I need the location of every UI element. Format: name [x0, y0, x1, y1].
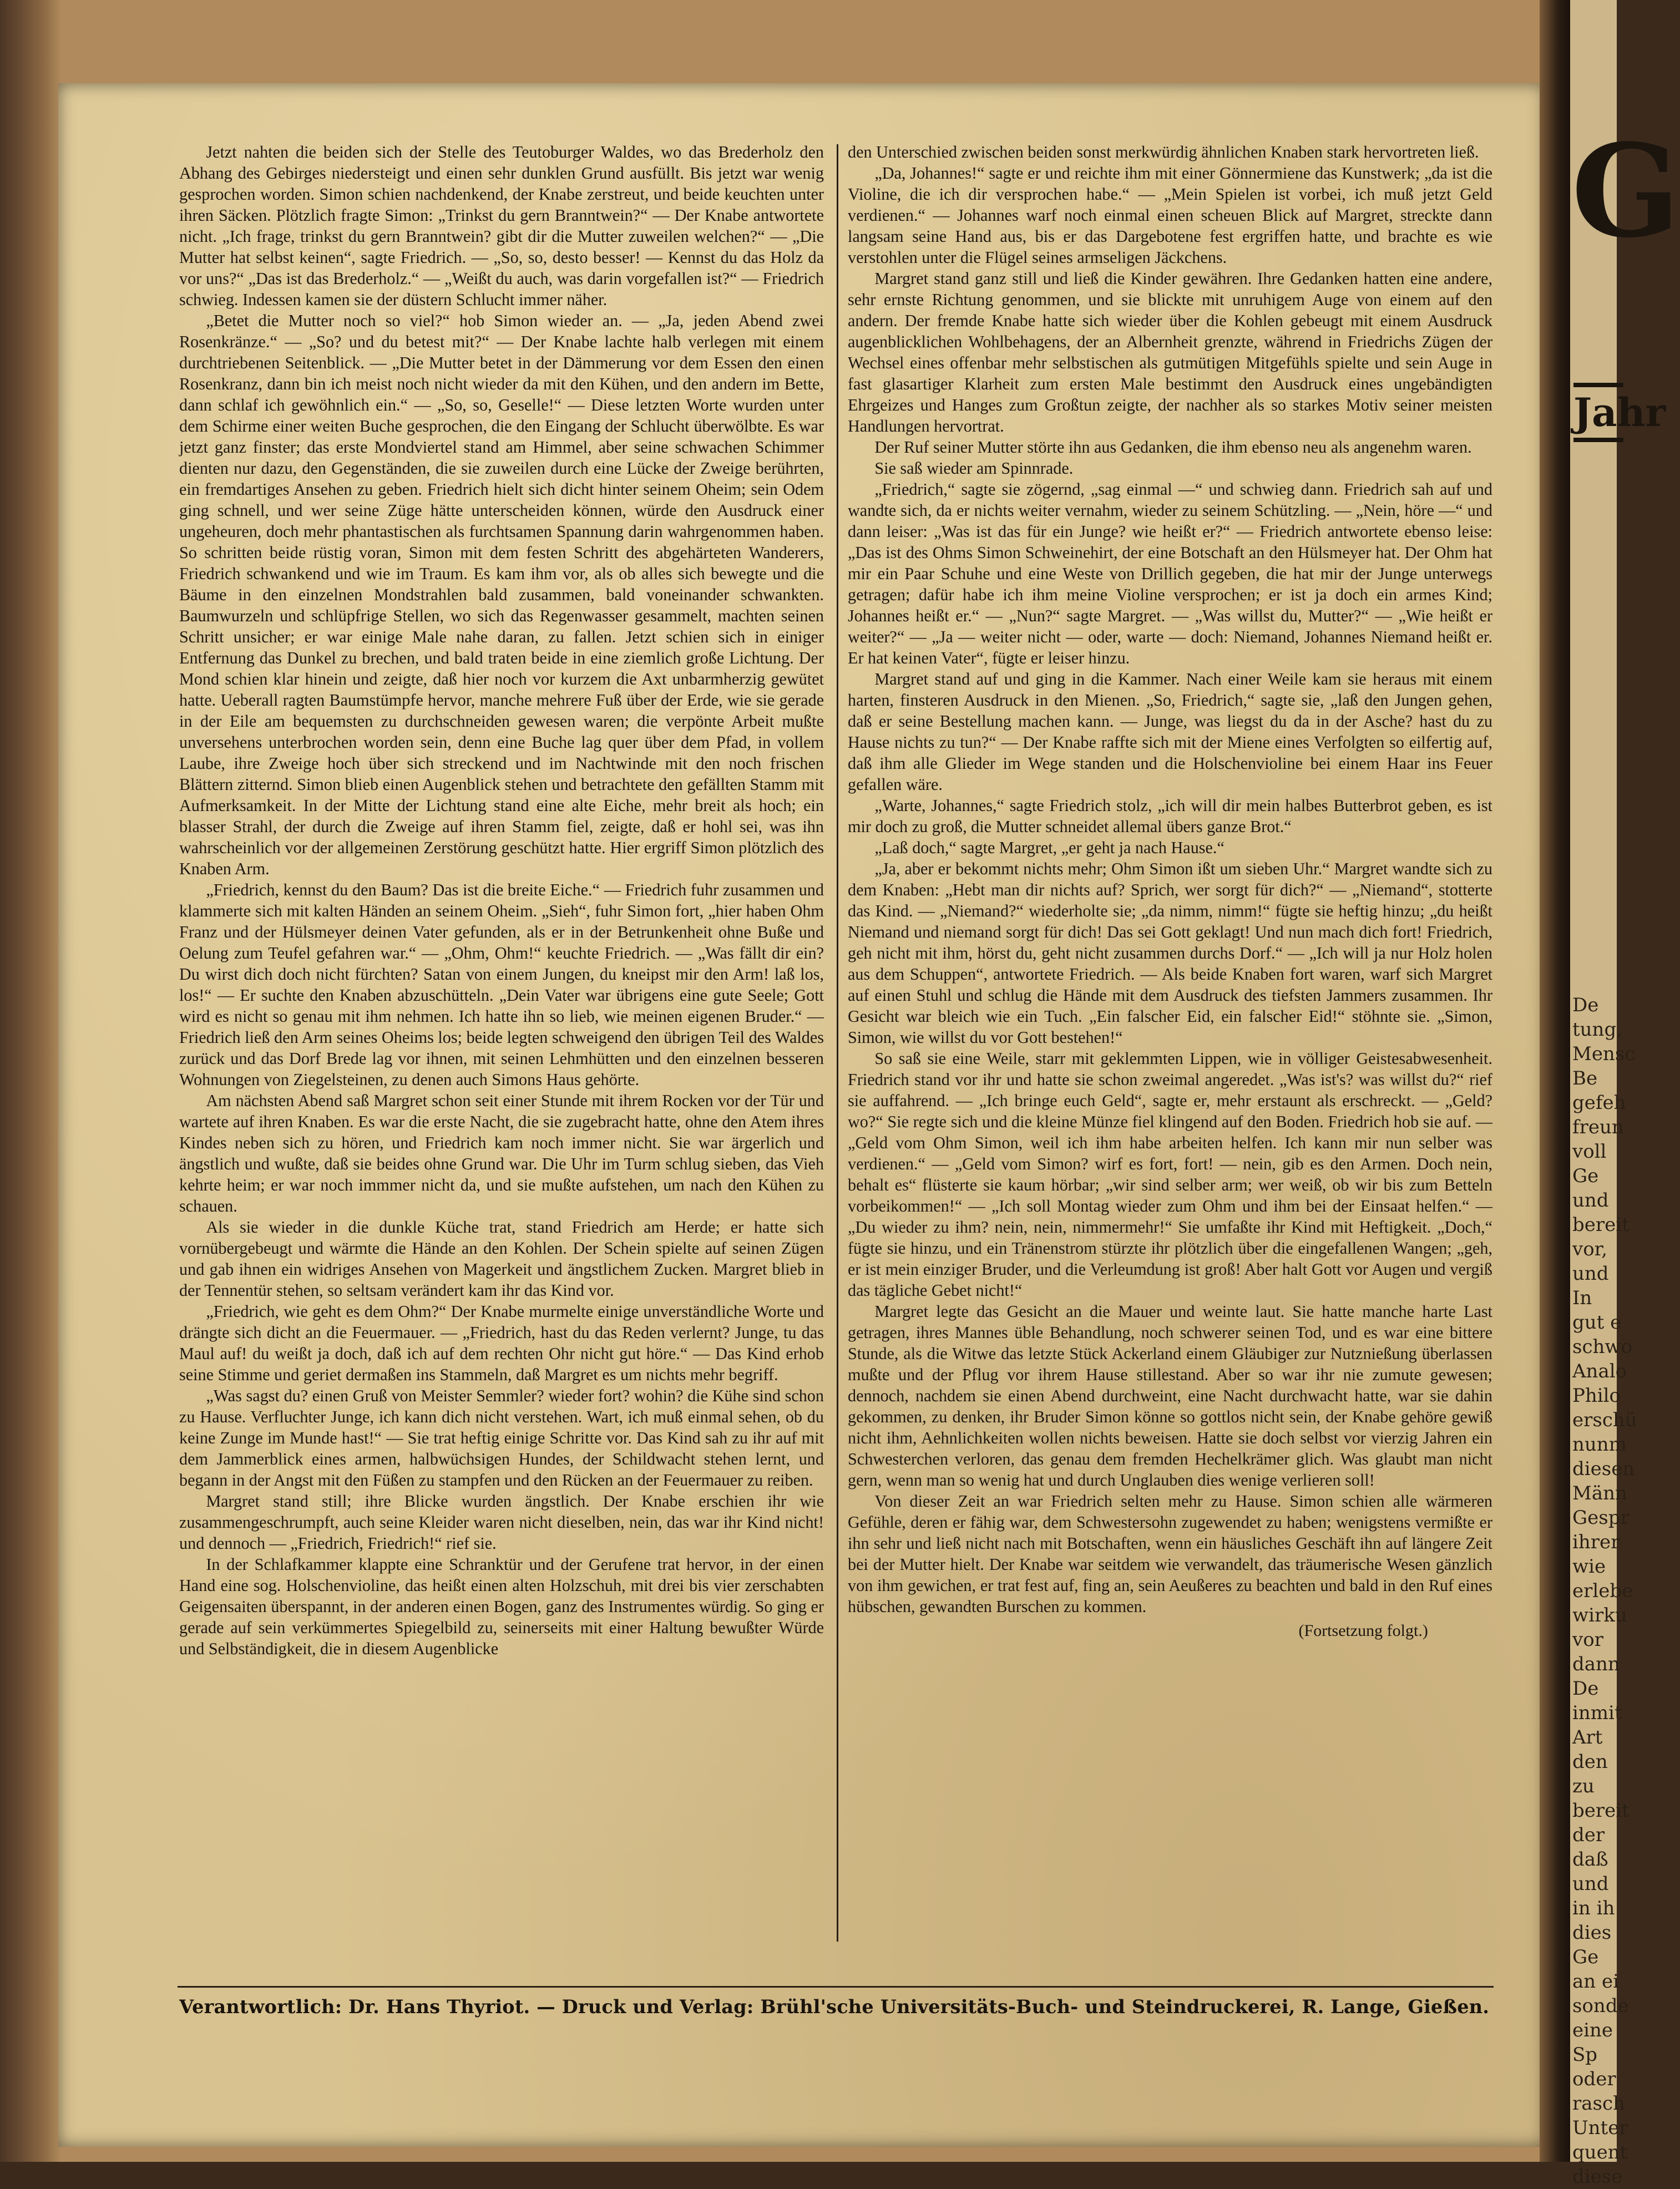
paragraph: Von dieser Zeit an war Friedrich selten mehr zu Hause. Simon schien alle wärmeren Gefühle, deren er fähig war, dem Schwestersohn zugewendet zu haben; wenigstens vermißte er ihn sehr und ließ nicht nach mit Botschaften, wenn ein häusliches Geschäft ihn auf längere Zeit bei der Mutter hielt. Der Knabe war seitdem wie verwandelt, das träumerische Wesen gänzlich von ihm gewichen, er trat fest auf, fing an, sein Aeußeres zu beachten und bald in den Ruf eines hübschen, gewandten Burschen zu kommen.	[848, 1492, 1492, 1616]
text-fragment: Sp	[1572, 2044, 1598, 2066]
text-fragment: inmit	[1572, 1702, 1622, 1724]
paragraph: Der Ruf seiner Mutter störte ihn aus Gedanken, die ihm ebenso neu als angenehm waren.	[874, 438, 1472, 457]
text-fragment: quent	[1572, 2141, 1628, 2163]
text-fragment: der	[1572, 1824, 1605, 1846]
text-fragment: und	[1572, 1873, 1609, 1895]
paragraph: Sie saß wieder am Spinnrade.	[874, 459, 1074, 478]
text-fragment: und	[1572, 1189, 1609, 1212]
article-column-right	[848, 141, 1492, 1641]
paragraph: „Betet die Mutter noch so viel?“ hob Simon wieder an. — „Ja, jeden Abend zwei Rosenkränze.“ — „So? und du betest mit?“ — Der Knabe lachte halb verlegen mit einem durchtriebenen Seitenblick. — „Die Mutter betet in der Dämmerung vor dem Essen den einen Rosenkranz, dann bin ich meist noch nicht wieder da mit den Kühen, und den andern im Bette, dann schlaf ich gewöhnlich ein.“ — „So, so, Geselle!“ — Diese letzten Worte wurden unter dem Schirme einer weiten Buche gesprochen, die den Eingang der Schlucht überwölbte. Es war jetzt ganz finster; das erste Mondviertel stand am Himmel, aber seine schwachen Schimmer dienten nur dazu, den Gegenständen, die sie zuweilen durch eine Lücke der Zweige berührten, ein fremdartiges Ansehen zu geben. Friedrich hielt sich dicht hinter seinem Oheim; sein Odem ging schnell, und wer seine Züge hätte unterscheiden können, würde den Ausdruck einer ungeheuren, doch mehr phantastischen als furchtsamen Spannung darin wahrgenommen haben. So schritten beide rüstig voran, Simon mit dem festen Schritt des abgehärteten Wanderers, Friedrich schwankend und wie im Traum. Es kam ihm vor, als ob alles sich bewegte und die Bäume in den einzelnen Mondstrahlen bald zusammen, bald voneinander schwankten. Baumwurzeln und schlüpfrige Stellen, wo sich das Regenwasser gesammelt, machten seinen Schritt unsicher; er war einige Male nahe daran, zu fallen. Jetzt schien sich in einiger Entfernung das Dunkel zu brechen, und bald traten beide in eine ziemlich große Lichtung. Der Mond schien klar hinein und zeigte, daß hier noch vor kurzem die Axt unbarmherzig gewütet hatte. Ueberall ragten Baumstümpfe hervor, manche mehrere Fuß über der Erde, wie sie gerade in der Eile am bequemsten zu durchschneiden gewesen waren; die verpönte Arbeit mußte unversehens unterbrochen worden sein, denn eine Buche lag quer über dem Pfad, in vollem Laube, ihre Zweige hoch über sich streckend und im Nachtwinde mit den noch frischen Blättern zitternd. Simon blieb einen Augenblick stehen und betrachtete den gefällten Stamm mit Aufmerksamkeit. In der Mitte der Lichtung stand eine alte Eiche, mehr breit als hoch; ein blasser Strahl, der durch die Zweige auf ihren Stamm fiel, zeigte, daß er hohl sei, was ihn wahrscheinlich vor der allgemeinen Zerstörung geschützt hatte. Hier ergriff Simon plötzlich des Knaben Arm.	[179, 311, 824, 878]
paragraph: Margret stand ganz still und ließ die Kinder gewähren. Ihre Gedanken hatten eine andere, sehr ernste Richtung genommen, und sie blickte mit unruhigem Auge von einem auf den andern. Der fremde Knabe hatte sich wieder über die Kohlen gebeugt mit einem Ausdruck augenblicklichen Wohlbehagens, der an Albernheit grenzte, während in Friedrichs Zügen der Wechsel eines offenbar mehr selbstischen als gutmütigen Mitgefühls spielte und sein Auge in fast glasartiger Klarheit zum ersten Male bestimmt den Ausdruck eines ungebändigten Ehrgeizes und Hanges zum Großtun zeigte, der nachher als so starkes Motiv seiner meisten Handlungen hervortrat.	[848, 269, 1492, 435]
text-fragment: Ge	[1572, 1165, 1599, 1187]
text-fragment: In	[1572, 1287, 1592, 1309]
paragraph: Margret legte das Gesicht an die Mauer und weinte laut. Sie hatte manche harte Last getragen, ihres Mannes üble Behandlung, noch schwerer seinen Tod, und es war eine bittere Stunde, als die Witwe das letzte Stück Ackerland einem Gläubiger zur Nutznießung überlassen mußte und der Pflug vor ihrem Hause stillestand. Aber so war ihr nie zumute gewesen; dennoch, nachdem sie einen Abend durchweint, eine Nacht durchwacht hatte, war sie dahin gekommen, zu denken, ihr Bruder Simon könne so gottlos nicht sein, der Knabe gehöre gewiß nicht ihm, Aehnlichkeiten wollen nichts beweisen. Hatte sie doch selbst vor vierzig Jahren ein Schwesterchen verloren, das genau dem fremden Hechelkrämer glich. Was glaubt man nicht gern, wenn man so wenig hat und durch Unglauben dies wenige verlieren soll!	[848, 1302, 1492, 1489]
imprint-footer: Verantwortlich: Dr. Hans Thyriot. — Druck und Verlag: Brühl'sche Universitäts-Buch- und Steindruckerei, R. Lange, Gießen.	[179, 1996, 1490, 2018]
adjacent-text-fragments	[1572, 993, 1637, 2189]
masthead-fragment: G	[1571, 116, 1680, 266]
text-fragment: Philo	[1572, 1385, 1621, 1407]
article-column-left	[179, 141, 824, 1659]
text-fragment: bereit	[1572, 1800, 1630, 1822]
column-divider	[837, 144, 838, 1942]
paragraph: „Was sagst du? einen Gruß von Meister Semmler? wieder fort? wohin? die Kühe sind schon zu Hause. Verfluchter Junge, ich kann dich nicht verstehen. Wart, ich muß einmal sehen, ob du keine Zunge im Munde hast!“ — Sie trat heftig einige Schritte vor. Das Kind sah zu ihr auf mit dem Jammerblick eines armen, halbwüchsigen Hundes, der Schildwacht stehen lernt, und begann in der Angst mit den Füßen zu stampfen und den Rücken an der Feuermauer zu reiben.	[179, 1386, 824, 1489]
text-fragment: gefeh	[1572, 1092, 1626, 1114]
text-fragment: rasch	[1572, 2092, 1625, 2115]
text-fragment: wie	[1572, 1555, 1606, 1578]
text-fragment: bereit	[1572, 1214, 1630, 1236]
text-fragment: diese	[1572, 2166, 1623, 2188]
text-fragment: schwo	[1572, 1336, 1632, 1358]
text-fragment: Ge	[1572, 1946, 1599, 1968]
text-fragment: in ih	[1572, 1897, 1615, 1919]
text-fragment: erschü	[1572, 1409, 1637, 1431]
text-fragment: tung,	[1572, 1019, 1623, 1041]
paragraph: In der Schlafkammer klappte eine Schranktür und der Gerufene trat hervor, in der einen Hand eine sog. Holschenvioline, das heißt einen alten Holzschuh, mit drei bis vier zerschabten Geigensaiten überspannt, in der anderen einen Bogen, ganz des Instrumentes würdig. So ging er gerade auf sein verkümmertes Spiegelbild zu, seinerseits mit einer Haltung bewußter Würde und Selbständigkeit, die in diesem Augenblicke	[179, 1555, 824, 1658]
paragraph: „Laß doch,“ sagte Margret, „er geht ja nach Hause.“	[874, 838, 1224, 857]
text-fragment: und	[1572, 1263, 1609, 1285]
text-fragment: Gespr	[1572, 1507, 1630, 1529]
text-fragment: wirku	[1572, 1604, 1627, 1626]
adjacent-page	[1570, 0, 1680, 2188]
text-fragment: zu	[1572, 1775, 1595, 1797]
paragraph: „Friedrich, wie geht es dem Ohm?“ Der Knabe murmelte einige unverständliche Worte und drängte sich dicht an die Feuermauer. — „Friedrich, hast du das Reden verlernt? Junge, tu das Maul auf! du weißt ja doch, daß ich auf dem rechten Ohr nicht gut höre.“ — Das Kind erhob seine Stimme und geriet dermaßen ins Stammeln, daß Margret es um nichts mehr begriff.	[179, 1302, 824, 1384]
text-fragment: De	[1572, 1678, 1599, 1700]
text-fragment: eine	[1572, 2019, 1613, 2041]
paragraph: „Da, Johannes!“ sagte er und reichte ihm mit einer Gönnermiene das Kunstwerk; „da ist die Violine, die ich dir versprochen habe.“ — „Mein Spielen ist vorbei, ich muß jetzt Geld verdienen.“ — Johannes warf noch einmal einen scheuen Blick auf Margret, streckte dann langsam seine Hand aus, bis er das Dargebotene fest ergriffen hatte, und brachte es wie verstohlen unter die Flügel seines armseligen Jäckchens.	[848, 164, 1492, 267]
text-fragment: Mensc	[1572, 1043, 1636, 1065]
paragraph: So saß sie eine Weile, starr mit geklemmten Lippen, wie in völliger Geistesabwesenheit. Friedrich stand vor ihr und hatte sie schon zweimal angeredet. „Was ist's? was willst du?“ rief sie auffahrend. — „Ich bringe euch Geld“, sagte er, mehr erstaunt als erschreckt. — „Geld? wo?“ Sie regte sich und die kleine Münze fiel klingend auf den Boden. Friedrich hob sie auf. — „Geld vom Ohm Simon, weil ich ihm habe arbeiten helfen. Ich kann mir nun selber was verdienen.“ — „Geld vom Simon? wirf es fort, fort! — nein, gib es den Armen. Doch nein, behalt es“ flüsterte sie kaum hörbar; „wir sind selber arm; wer weiß, ob wir bis zum Betteln vorbeikommen!“ — „Ich soll Montag wieder zum Ohm und ihm bei der Einsaat helfen.“ — „Du wieder zu ihm? nein, nein, nimmermehr!“ Sie umfaßte ihr Kind mit Heftigkeit. „Doch,“ fügte sie hinzu, und ein Tränenstrom stürzte ihr plötzlich über die eingefallenen Wangen; „geh, er ist mein einziger Bruder, und die Verleumdung ist groß! Aber halt Gott vor Augen und vergiß das tägliche Gebet nicht!“	[848, 1049, 1492, 1300]
paragraph: „Friedrich, kennst du den Baum? Das ist die breite Eiche.“ — Friedrich fuhr zusammen und klammerte sich mit kalten Händen an seinem Oheim. „Sieh“, fuhr Simon fort, „hier haben Ohm Franz und der Hülsmeyer deinen Vater gefunden, als er in der Betrunkenheit ohne Buße und Oelung zum Teufel gefahren war.“ — „Ohm, Ohm!“ keuchte Friedrich. — „Was fällt dir ein? Du wirst dich doch nicht fürchten? Satan von einem Jungen, du kneipst mir den Arm! laß los, los!“ — Er suchte den Knaben abzuschütteln. „Dein Vater war übrigens eine gute Seele; Gott wird es nicht so genau mit ihm nehmen. Ich hatte ihn so lieb, wie meinen eigenen Bruder.“ — Friedrich ließ den Arm seines Oheims los; beide legten schweigend den übrigen Teil des Waldes zurück und das Dorf Brede lag vor ihnen, mit seinen Lehmhütten und den einzelnen besseren Wohnungen von Ziegelsteinen, zu denen auch Simons Haus gehörte.	[179, 880, 824, 1089]
text-fragment: erlebe	[1572, 1580, 1633, 1602]
paragraph: Margret stand still; ihre Blicke wurden ängstlich. Der Knabe erschien ihr wie zusammengeschrumpft, auch seine Kleider waren nicht dieselben, nein, das war ihr Kind nicht! und dennoch — „Friedrich, Friedrich!“ rief sie.	[179, 1492, 824, 1553]
footer-rule	[178, 1986, 1494, 1988]
text-fragment: Männ	[1572, 1482, 1627, 1504]
paragraph: „Ja, aber er bekommt nichts mehr; Ohm Simon ißt um sieben Uhr.“ Margret wandte sich zu dem Knaben: „Hebt man dir nichts auf? Sprich, wer sorgt für dich?“ — „Niemand“, stotterte das Kind. — „Niemand?“ wiederholte sie; „da nimm, nimm!“ fügte sie heftig hinzu; „du heißt Niemand und niemand sorgt für dich! Das sei Gott geklagt! Und nun mach dich fort! Friedrich, geh nicht mit ihm, hörst du, geht nicht zusammen durchs Dorf.“ — „Ich will ja nur Holz holen aus dem Schuppen“, antwortete Friedrich. — Als beide Knaben fort waren, warf sich Margret auf einen Stuhl und schlug die Hände mit dem Ausdruck des tiefsten Jammers zusammen. Ihr Gesicht war bleich wie ein Tuch. „Ein falscher Eid, ein falscher Eid!“ stöhnte sie. „Simon, Simon, wie willst du vor Gott bestehen!“	[848, 859, 1492, 1047]
paragraph: Jetzt nahten die beiden sich der Stelle des Teutoburger Waldes, wo das Brederholz den Abhang des Gebirges niedersteigt und einen sehr dunklen Grund ausfüllt. Bis jetzt war wenig gesprochen worden. Simon schien nachdenkend, der Knabe zerstreut, und beide keuchten unter ihren Säcken. Plötzlich fragte Simon: „Trinkst du gern Branntwein?“ — Der Knabe antwortete nicht. „Ich frage, trinkst du gern Branntwein? gibt dir die Mutter zuweilen welchen?“ — „Die Mutter hat selbst keinen“, sagte Friedrich. — „So, so, desto besser! — Kennst du das Holz da vor uns?“ „Das ist das Brederholz.“ — „Weißt du auch, was darin vorgefallen ist?“ — Friedrich schwieg. Indessen kamen sie der düstern Schlucht immer näher.	[179, 143, 824, 309]
text-fragment: Be	[1572, 1067, 1598, 1090]
text-fragment: gut e	[1572, 1311, 1622, 1334]
text-fragment: Unter	[1572, 2117, 1628, 2139]
text-fragment: den	[1572, 1751, 1608, 1773]
text-fragment: voll	[1572, 1141, 1607, 1163]
text-fragment: daß	[1572, 1848, 1608, 1871]
text-fragment: dann	[1572, 1653, 1620, 1675]
text-fragment: vor,	[1572, 1238, 1608, 1260]
continued-note: (Fortsetzung folgt.)	[1298, 1622, 1428, 1640]
text-fragment: De	[1572, 994, 1599, 1016]
book-spine	[1540, 0, 1570, 2162]
text-fragment: sonde	[1572, 1995, 1629, 2017]
paragraph: Am nächsten Abend saß Margret schon seit einer Stunde mit ihrem Rocken vor der Tür und wartete auf ihren Knaben. Es war die erste Nacht, die sie zugebracht hatte, ohne den Atem ihres Kindes neben sich zu hören, und Friedrich kam noch immer nicht. Sie war ärgerlich und ängstlich und wußte, daß sie beides ohne Grund war. Die Uhr im Turm schlug sieben, das Vieh kehrte heim; er war noch immmer nicht da, und sie mußte aufstehen, um nach den Kühen zu schauen.	[179, 1091, 824, 1215]
text-fragment: ihrer	[1572, 1531, 1620, 1553]
paragraph: den Unterschied zwischen beiden sonst merkwürdig ähnlichen Knaben stark hervortreten ließ.	[848, 143, 1479, 161]
paragraph: Margret stand auf und ging in die Kammer. Nach einer Weile kam sie heraus mit einem harten, finsteren Ausdruck in den Mienen. „So, Friedrich,“ sagte sie, „laß den Jungen gehen, daß er seine Bestellung machen kann. — Junge, was liegst du da in der Asche? hast du zu Hause nichts zu tun?“ — Der Knabe raffte sich mit der Miene eines Verfolgten so eilfertig auf, daß ihm alle Glieder im Wege standen und die Holschenvioline bei einem Haar ins Feuer gefallen wäre.	[848, 670, 1492, 794]
section-heading-fragment: Jahr	[1573, 383, 1623, 442]
text-fragment: diesen	[1572, 1458, 1635, 1480]
text-fragment: oder	[1572, 2068, 1616, 2090]
paragraph: „Friedrich,“ sagte sie zögernd, „sag einmal —“ und schwieg dann. Friedrich sah auf und wandte sich, da er nichts weiter vernahm, wieder zu seinem Schützling. — „Nein, höre —“ und dann leiser: „Was ist das für ein Junge? wie heißt er?“ — Friedrich antwortete ebenso leise: „Das ist des Ohms Simon Schweinehirt, der eine Botschaft an den Hülsmeyer hat. Der Ohm hat mir ein Paar Schuhe und eine Weste von Drillich gegeben, die hat mir der Junge unterwegs getragen; dafür habe ich ihm meine Violine versprochen; er ist ja doch ein armes Kind; Johannes heißt er.“ — „Nun?“ sagte Margret. — „Was willst du, Mutter?“ — „Wie heißt er weiter?“ — „Ja — weiter nicht — oder, warte — doch: Niemand, Johannes Niemand heißt er. Er hat keinen Vater“, fügte er leiser hinzu.	[848, 480, 1492, 667]
text-fragment: Analo	[1572, 1360, 1627, 1382]
text-fragment: vor	[1572, 1629, 1603, 1651]
text-fragment: dies	[1572, 1922, 1612, 1944]
text-fragment: an ei	[1572, 1970, 1619, 1993]
text-fragment: nunm	[1572, 1433, 1627, 1456]
text-fragment: freun	[1572, 1116, 1624, 1138]
text-fragment: Art	[1572, 1726, 1603, 1749]
paragraph: Als sie wieder in die dunkle Küche trat, stand Friedrich am Herde; er hatte sich vornübergebeugt und wärmte die Hände an den Kohlen. Der Schein spielte auf seinen Zügen und gab ihnen ein widriges Ansehen von Magerkeit und ängstlichem Zucken. Margret blieb in der Tennentür stehen, so seltsam verändert kam ihr das Kind vor.	[179, 1218, 824, 1300]
paragraph: „Warte, Johannes,“ sagte Friedrich stolz, „ich will dir mein halbes Butterbrot geben, es ist mir doch zu groß, die Mutter schneidet allemal übers ganze Brot.“	[848, 796, 1492, 836]
